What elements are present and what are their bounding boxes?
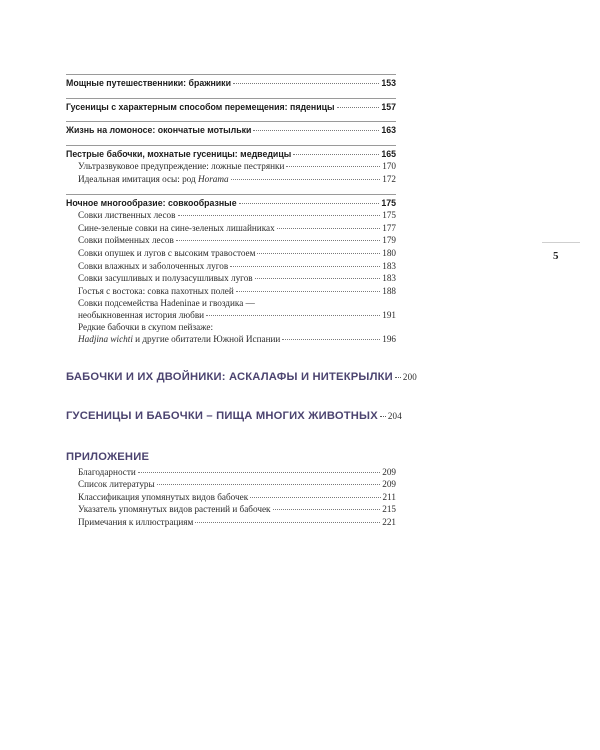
dot-leader — [253, 130, 379, 131]
toc-entry[interactable] — [66, 98, 396, 114]
toc-subentry[interactable] — [66, 260, 396, 273]
toc-entry-page: 188 — [382, 285, 396, 296]
dot-leader — [206, 315, 380, 316]
dot-leader — [157, 484, 381, 485]
toc-subentry[interactable] — [66, 466, 396, 479]
toc-entry-title: Совки влажных и заболоченных лугов — [78, 260, 229, 271]
dot-leader — [233, 83, 379, 84]
toc-entry-title-line — [78, 333, 280, 345]
toc-entry-title: Совки лиственных лесов — [78, 210, 176, 221]
toc-entry-page: 163 — [381, 125, 396, 136]
toc-entry-title: Ультразвуковое предупреждение: ложные пестрянки — [78, 161, 285, 172]
toc-subentry[interactable] — [66, 297, 396, 321]
dot-leader — [236, 291, 380, 292]
toc-entry[interactable] — [66, 74, 396, 90]
toc-subentry[interactable] — [66, 321, 396, 345]
toc-entry-page: 175 — [381, 197, 396, 208]
toc-subentry[interactable] — [66, 516, 396, 529]
dot-leader — [176, 240, 380, 241]
dot-leader — [138, 472, 380, 473]
toc-entry[interactable] — [66, 194, 396, 210]
dot-leader — [273, 509, 381, 510]
toc-entry-page: 221 — [382, 516, 396, 527]
toc-subentry[interactable] — [66, 503, 396, 516]
toc-subentry[interactable] — [66, 272, 396, 285]
dot-leader — [178, 215, 381, 216]
page-number-rule — [542, 242, 580, 243]
toc-entry-page: 179 — [382, 235, 396, 246]
dot-leader — [231, 179, 381, 180]
dot-leader — [277, 228, 381, 229]
dot-leader — [286, 166, 380, 167]
toc-entry-page: 153 — [381, 78, 396, 88]
toc-entry-page: 172 — [382, 173, 396, 184]
latin-name: Hadjina wichti — [78, 334, 133, 345]
toc-entry-page: 175 — [382, 210, 396, 221]
toc-part[interactable] — [66, 409, 402, 423]
toc-entry-title-line: Совки подсемейства Hadeninae и гвоздика — — [78, 298, 255, 309]
appendix-title[interactable]: ПРИЛОЖЕНИЕ — [66, 450, 150, 463]
toc-entry-page: 191 — [382, 310, 396, 321]
toc-entry-title: Совки пойменных лесов — [78, 235, 174, 246]
toc-entry-title: Указатель упомянутых видов растений и бабочек — [78, 504, 271, 515]
dot-leader — [250, 497, 380, 498]
toc-entry-page: 204 — [387, 410, 402, 421]
toc-subentry[interactable] — [66, 173, 396, 186]
title-text: Идеальная имитация осы: род — [78, 173, 198, 184]
toc-entry[interactable] — [66, 145, 396, 161]
toc-entry-page: 196 — [382, 334, 396, 345]
toc-entry-page: 183 — [382, 260, 396, 271]
toc-entry-page: 165 — [381, 148, 396, 159]
toc-entry-title: Благодарности — [78, 466, 136, 477]
toc-entry-page: 180 — [382, 247, 396, 258]
dot-leader — [293, 154, 379, 155]
dot-leader — [257, 253, 380, 254]
toc-entry-page: 200 — [402, 372, 417, 383]
toc-subentry[interactable] — [66, 478, 396, 491]
toc-entry[interactable] — [66, 121, 396, 137]
toc-entry-title: Пестрые бабочки, мохнатые гусеницы: медведицы — [66, 148, 292, 159]
toc-part-title: БАБОЧКИ И ИХ ДВОЙНИКИ: АСКАЛАФЫ И НИТЕКРЫЛКИ — [66, 371, 393, 384]
toc-entry-title-line: необыкновенная история любви — [78, 310, 205, 321]
title-text: и другие обитатели Южной Испании — [132, 334, 281, 345]
toc-entry-page: 170 — [382, 161, 396, 172]
toc-subentry[interactable] — [66, 491, 396, 504]
dot-leader — [230, 266, 380, 267]
toc-entry-title: Примечания к иллюстрациям — [78, 516, 194, 527]
dot-leader — [380, 416, 386, 417]
toc-entry-page: 209 — [382, 466, 396, 477]
toc-entry-title: Гостья с востока: совка пахотных полей — [78, 285, 234, 296]
dot-leader — [282, 339, 380, 340]
dot-leader — [255, 278, 381, 279]
page-number: 5 — [553, 250, 559, 262]
toc-entry-title: Гусеницы с характерным способом перемещения: пяденицы — [66, 101, 335, 112]
toc-subentry[interactable] — [66, 209, 396, 222]
toc-subentry[interactable] — [66, 247, 396, 260]
table-of-contents — [66, 74, 417, 528]
toc-subentry[interactable] — [66, 285, 396, 298]
toc-entry-title: Ночное многообразие: совкообразные — [66, 197, 237, 208]
latin-name: Horama — [197, 173, 229, 184]
toc-part[interactable] — [66, 371, 417, 384]
toc-entry-title: Мощные путешественники: бражники — [66, 78, 231, 88]
toc-entry-title: Классификация упомянутых видов бабочек — [78, 491, 249, 502]
toc-subentry[interactable] — [66, 160, 396, 173]
toc-subentry[interactable] — [66, 222, 396, 235]
dot-leader — [395, 377, 401, 378]
toc-entry-page: 209 — [382, 479, 396, 490]
toc-subentry[interactable] — [66, 234, 396, 247]
toc-entry-page: 215 — [382, 504, 396, 515]
toc-entry-title: Сине-зеленые совки на сине-зеленых лишайниках — [78, 222, 275, 233]
toc-entry-title: Совки опушек и лугов с высоким травостоем — [78, 247, 256, 258]
toc-part-title: ГУСЕНИЦЫ И БАБОЧКИ – ПИЩА МНОГИХ ЖИВОТНЫХ — [66, 409, 378, 422]
dot-leader — [239, 203, 380, 204]
toc-entry-title: Совки засушливых и полузасушливых лугов — [78, 273, 253, 284]
toc-entry-page: 183 — [382, 273, 396, 284]
toc-entry-page: 157 — [381, 101, 396, 112]
toc-entry-page: 211 — [382, 491, 396, 502]
dot-leader — [337, 107, 380, 108]
toc-entry-title: Список литературы — [78, 479, 155, 490]
toc-entry-title — [78, 173, 229, 186]
toc-entry-page: 177 — [382, 222, 396, 233]
toc-entry-title-line: Редкие бабочки в скупом пейзаже: — [78, 322, 214, 333]
dot-leader — [195, 522, 380, 523]
toc-entry-title: Жизнь на ломоносе: окончатые мотыльки — [66, 125, 252, 136]
